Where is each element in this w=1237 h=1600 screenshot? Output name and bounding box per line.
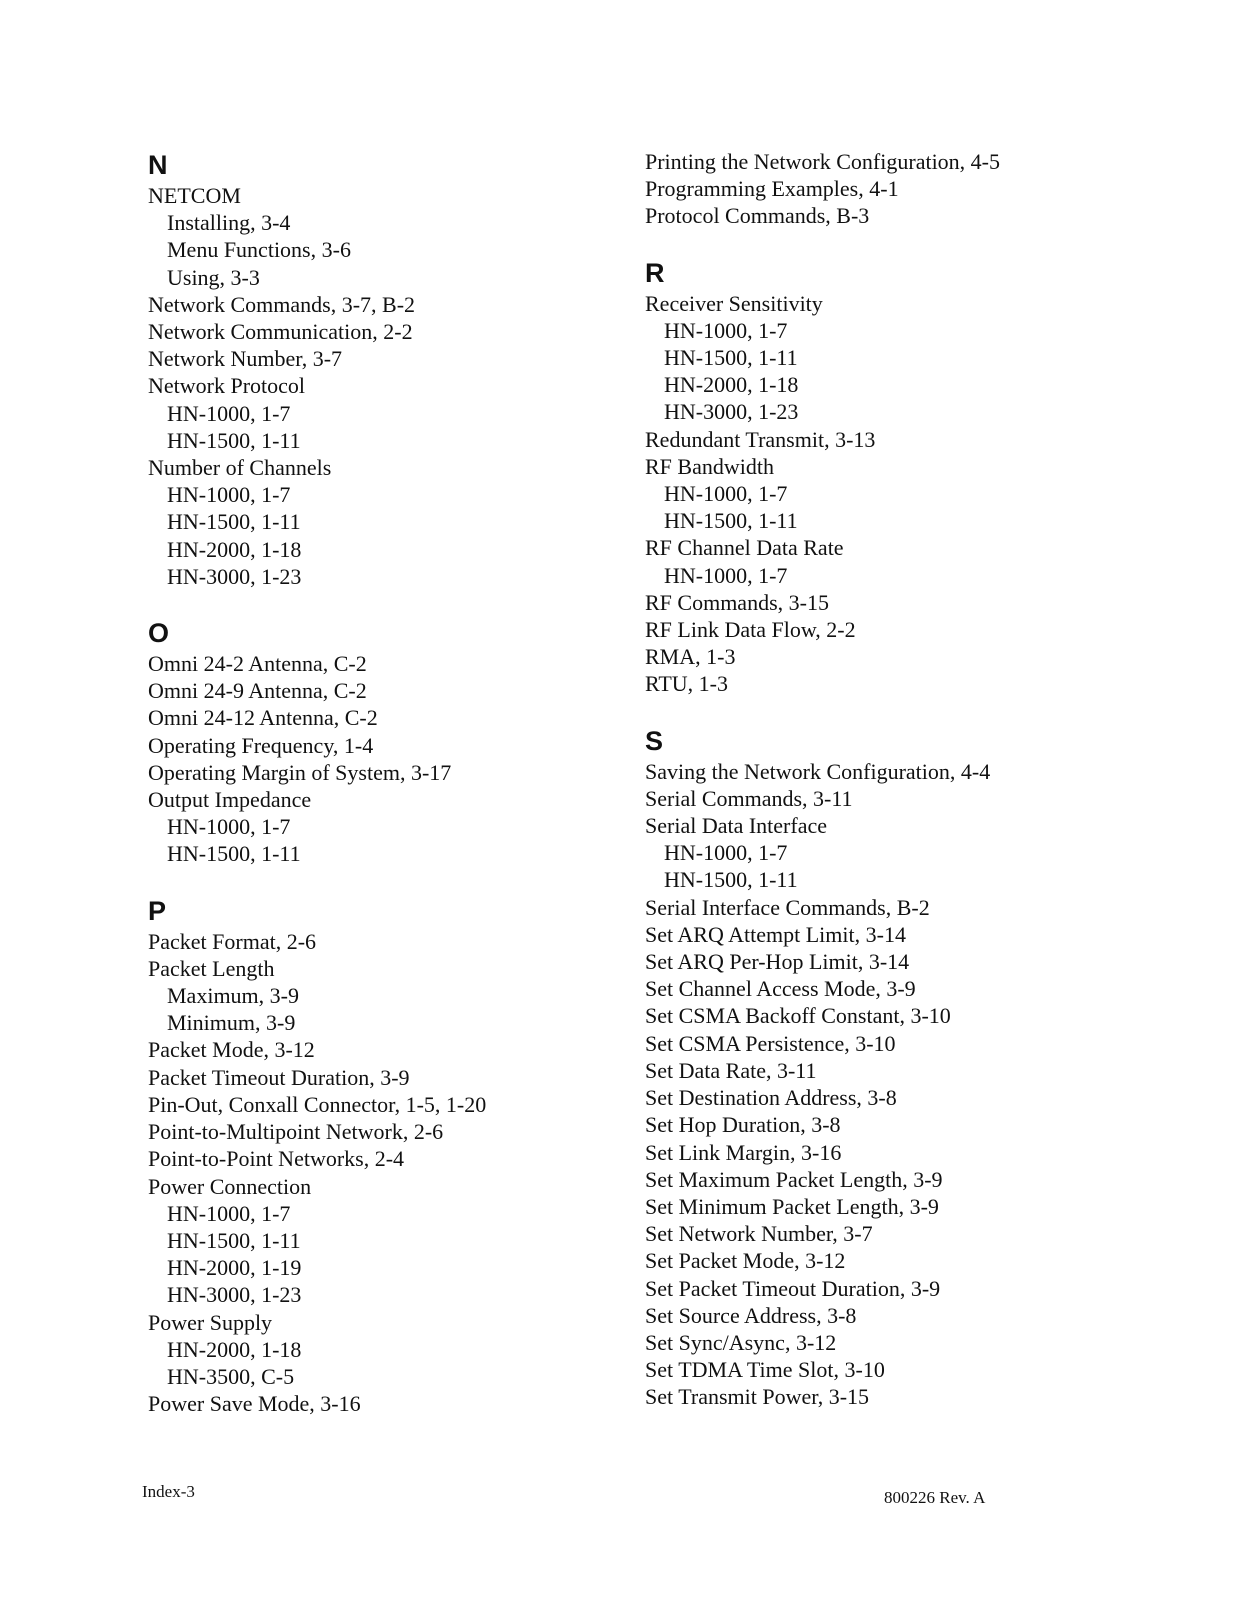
index-entry: Set CSMA Backoff Constant, 3-10 xyxy=(645,1003,951,1029)
index-entry: Power Supply xyxy=(148,1309,273,1335)
index-section xyxy=(645,698,1205,1411)
index-entry: Set Hop Duration, 3-8 xyxy=(645,1112,841,1138)
index-subentry: HN-1500, 1-11 xyxy=(167,841,301,867)
index-subentry: HN-3500, C-5 xyxy=(167,1363,295,1389)
index-entry: Network Protocol xyxy=(148,373,306,399)
index-section xyxy=(645,148,1205,230)
section-spacer xyxy=(148,868,608,894)
index-entry: Set Transmit Power, 3-15 xyxy=(645,1384,870,1410)
index-entry: Omni 24-9 Antenna, C-2 xyxy=(148,678,367,704)
index-subentry: HN-1000, 1-7 xyxy=(167,400,291,426)
index-subentry: HN-1000, 1-7 xyxy=(167,1200,291,1226)
index-entry: Power Save Mode, 3-16 xyxy=(148,1391,361,1417)
section-spacer xyxy=(645,230,1205,256)
index-entry: Set ARQ Per-Hop Limit, 3-14 xyxy=(645,949,910,975)
index-entry: Receiver Sensitivity xyxy=(645,290,823,316)
index-entry: Network Number, 3-7 xyxy=(148,346,343,372)
index-subentry: HN-1500, 1-11 xyxy=(664,345,798,371)
index-entry: RF Channel Data Rate xyxy=(645,535,844,561)
index-subentry: HN-1000, 1-7 xyxy=(167,814,291,840)
index-entry: Redundant Transmit, 3-13 xyxy=(645,426,876,452)
index-subentry: Menu Functions, 3-6 xyxy=(167,237,351,263)
index-entry: Serial Interface Commands, B-2 xyxy=(645,894,930,920)
index-entry: Set ARQ Attempt Limit, 3-14 xyxy=(645,921,906,947)
index-subentry: HN-1000, 1-7 xyxy=(664,840,788,866)
index-entry: Pin-Out, Conxall Connector, 1-5, 1-20 xyxy=(148,1091,487,1117)
section-spacer xyxy=(148,590,608,616)
index-entry: Network Communication, 2-2 xyxy=(148,319,413,345)
index-entry: Packet Mode, 3-12 xyxy=(148,1037,315,1063)
index-entry: NETCOM xyxy=(148,183,241,208)
index-column-right xyxy=(645,148,1205,1411)
index-subentry: HN-1500, 1-11 xyxy=(167,1227,301,1253)
index-entry: Serial Data Interface xyxy=(645,813,827,839)
index-entry: Set Network Number, 3-7 xyxy=(645,1221,873,1247)
page-number-label: Index-3 xyxy=(142,1482,195,1501)
index-entry: Point-to-Point Networks, 2-4 xyxy=(148,1146,405,1172)
index-entry: Set Packet Mode, 3-12 xyxy=(645,1248,846,1274)
index-subentry: HN-1000, 1-7 xyxy=(167,482,291,508)
section-spacer xyxy=(645,698,1205,724)
index-entry: RF Bandwidth xyxy=(645,453,774,479)
index-section xyxy=(148,868,608,1418)
index-subentry: HN-3000, 1-23 xyxy=(664,399,799,425)
index-entry: Programming Examples, 4-1 xyxy=(645,176,899,202)
index-column-left xyxy=(148,148,608,1417)
index-subentry: HN-2000, 1-18 xyxy=(664,372,799,398)
index-entry: Operating Margin of System, 3-17 xyxy=(148,759,452,785)
index-entry: Omni 24-2 Antenna, C-2 xyxy=(148,651,367,677)
index-entry: Set Packet Timeout Duration, 3-9 xyxy=(645,1275,941,1301)
index-subentry: Maximum, 3-9 xyxy=(167,983,299,1009)
index-entry: Power Connection xyxy=(148,1173,312,1199)
index-subentry: HN-1000, 1-7 xyxy=(664,317,788,343)
index-subentry: HN-3000, 1-23 xyxy=(167,563,302,589)
index-entry: Saving the Network Configuration, 4-4 xyxy=(645,758,991,784)
index-section xyxy=(148,148,608,590)
index-entry: Serial Commands, 3-11 xyxy=(645,785,853,811)
index-entry: Set Minimum Packet Length, 3-9 xyxy=(645,1193,939,1219)
index-entry: Output Impedance xyxy=(148,787,312,813)
section-letter-heading: R xyxy=(645,257,665,288)
index-subentry: HN-1000, 1-7 xyxy=(664,562,788,588)
index-subentry: Installing, 3-4 xyxy=(167,210,291,236)
index-entry: Printing the Network Configuration, 4-5 xyxy=(645,149,1001,174)
index-subentry: HN-1000, 1-7 xyxy=(664,481,788,507)
index-entry: Set Source Address, 3-8 xyxy=(645,1302,857,1328)
section-letter-heading: P xyxy=(148,895,167,926)
index-entry: Point-to-Multipoint Network, 2-6 xyxy=(148,1119,444,1145)
index-entry: Packet Timeout Duration, 3-9 xyxy=(148,1064,410,1090)
index-entry: Set Maximum Packet Length, 3-9 xyxy=(645,1166,943,1192)
index-section xyxy=(645,230,1205,698)
index-entry: Number of Channels xyxy=(148,455,332,481)
index-subentry: HN-2000, 1-19 xyxy=(167,1255,302,1281)
index-subentry: Using, 3-3 xyxy=(167,264,260,290)
index-subentry: HN-3000, 1-23 xyxy=(167,1282,302,1308)
index-subentry: HN-2000, 1-18 xyxy=(167,536,302,562)
index-entry: Packet Length xyxy=(148,955,275,981)
section-letter-heading: S xyxy=(645,725,664,756)
index-entry: RF Link Data Flow, 2-2 xyxy=(645,617,856,643)
index-subentry: HN-2000, 1-18 xyxy=(167,1336,302,1362)
index-section xyxy=(148,590,608,868)
index-subentry: HN-1500, 1-11 xyxy=(167,427,301,453)
index-entry: Packet Format, 2-6 xyxy=(148,928,317,954)
index-entry: Operating Frequency, 1-4 xyxy=(148,732,374,758)
index-entry: Set Data Rate, 3-11 xyxy=(645,1057,817,1083)
index-entry: Set Link Margin, 3-16 xyxy=(645,1139,842,1165)
document-revision-label: 800226 Rev. A xyxy=(884,1488,986,1507)
section-letter-heading: N xyxy=(148,150,168,180)
index-entry: RF Commands, 3-15 xyxy=(645,589,829,615)
index-entry: Omni 24-12 Antenna, C-2 xyxy=(148,705,378,731)
section-letter-heading: O xyxy=(148,618,170,649)
index-subentry: HN-1500, 1-11 xyxy=(664,508,798,534)
index-entry: Set Destination Address, 3-8 xyxy=(645,1085,897,1111)
index-entry: RMA, 1-3 xyxy=(645,644,736,670)
index-entry: Protocol Commands, B-3 xyxy=(645,203,870,229)
index-entry: Set CSMA Persistence, 3-10 xyxy=(645,1030,896,1056)
index-subentry: HN-1500, 1-11 xyxy=(167,509,301,535)
index-entry: Network Commands, 3-7, B-2 xyxy=(148,291,416,317)
index-subentry: Minimum, 3-9 xyxy=(167,1010,296,1036)
index-subentry: HN-1500, 1-11 xyxy=(664,867,798,893)
index-entry: Set Channel Access Mode, 3-9 xyxy=(645,976,916,1002)
index-entry: Set Sync/Async, 3-12 xyxy=(645,1329,837,1355)
index-entry: Set TDMA Time Slot, 3-10 xyxy=(645,1357,885,1383)
index-entry: RTU, 1-3 xyxy=(645,671,729,697)
